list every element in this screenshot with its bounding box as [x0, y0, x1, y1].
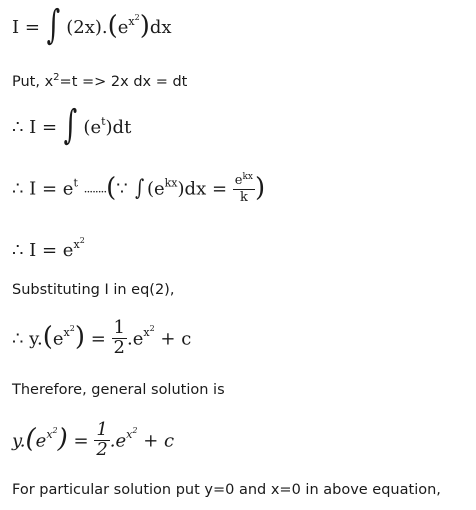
integral-sign-icon: ∫ [135, 176, 145, 202]
integral-sign-icon: ∫ [46, 2, 60, 48]
particular-solution-text: For particular solution put y=0 and x=0 in above equation, [12, 482, 441, 498]
leader-dots: ........ [83, 181, 107, 196]
fraction-denominator: 2 [113, 336, 125, 358]
equation-lhs: ∴ I = e [12, 240, 74, 261]
paren-open: ( [42, 322, 53, 353]
because-symbol: ∵ [116, 178, 128, 200]
equation-general-solution [12, 419, 175, 461]
factor-2x: (2x). [66, 17, 108, 38]
exponent-2: 2 [79, 236, 85, 245]
equation-lhs: I = [12, 17, 40, 38]
base-e: e [35, 430, 47, 452]
base-e: e [90, 117, 102, 138]
fraction-denominator: k [239, 189, 248, 205]
substituting-text: Substituting I in eq(2), [12, 282, 175, 298]
equation-result-x [12, 236, 85, 261]
fraction-numerator: 1 [96, 419, 108, 440]
equation-substituted [12, 317, 192, 359]
base-e: e [153, 178, 165, 200]
fraction-one-half [94, 421, 109, 460]
exponent-t: t [73, 176, 78, 190]
superscript-2: 2 [53, 72, 60, 83]
equation-lhs: ∴ y. [12, 328, 43, 350]
dx-equals: dx = [184, 178, 228, 200]
exponent-x: x2 [46, 426, 58, 442]
exponent-x: x2 [63, 324, 75, 340]
equals-sign: = [90, 328, 106, 350]
exponent-2: 2 [52, 426, 58, 436]
exponent-x: x2 [128, 13, 140, 28]
paren-close-inner: ) [177, 178, 185, 200]
exponent-kx: kx [164, 176, 178, 190]
paren-close: ) [105, 117, 113, 138]
exponent-2: 2 [69, 324, 75, 334]
fraction-numerator: 1 [113, 317, 125, 338]
paren-close: ) [139, 11, 150, 41]
exponent-x: x2 [143, 324, 155, 340]
equation-integral-setup [12, 2, 172, 48]
fraction-denominator: 2 [96, 438, 108, 460]
exponent-2: 2 [132, 426, 138, 436]
integral-sign-icon: ∫ [63, 102, 78, 148]
exponent-t: t [101, 115, 106, 128]
paren-open: ( [107, 11, 118, 41]
equation-integral-t [12, 102, 132, 148]
differential-dt: dt [112, 117, 132, 138]
plus-constant: + c [143, 430, 175, 452]
paren-open: ( [106, 172, 117, 203]
fraction-ekx-over-k [233, 173, 255, 204]
y-dot: y. [12, 430, 26, 452]
equation-lhs: ∴ I = [12, 117, 58, 138]
general-solution-text: Therefore, general solution is [12, 382, 225, 398]
fraction-one-half [112, 319, 127, 358]
base-e: e [52, 328, 64, 350]
fraction-numerator: $e^{kx}$ [234, 172, 253, 188]
paren-open-inner: ( [146, 178, 154, 200]
paren-close: ) [74, 322, 85, 353]
paren-open: ( [83, 117, 91, 138]
exponent-2: 2 [134, 13, 140, 22]
exponent-x: x2 [73, 236, 85, 251]
substitution-text: Put, $x^2=t => 2x$ dx = dt [12, 72, 188, 90]
plus-constant: + c [160, 328, 192, 350]
base-e: e [117, 17, 129, 38]
paren-open: ( [25, 424, 36, 455]
differential-dx: dx [149, 17, 172, 38]
exponent-x: x2 [126, 426, 138, 442]
paren-close: ) [255, 172, 266, 203]
exponent-2: 2 [149, 324, 155, 334]
paren-close: ) [57, 424, 68, 455]
equals-sign: = [73, 430, 89, 452]
dot-e: .e [126, 328, 144, 350]
equation-result-t [12, 174, 265, 205]
dot-e: .e [109, 430, 127, 452]
equation-lhs: ∴ I = e [12, 178, 74, 200]
